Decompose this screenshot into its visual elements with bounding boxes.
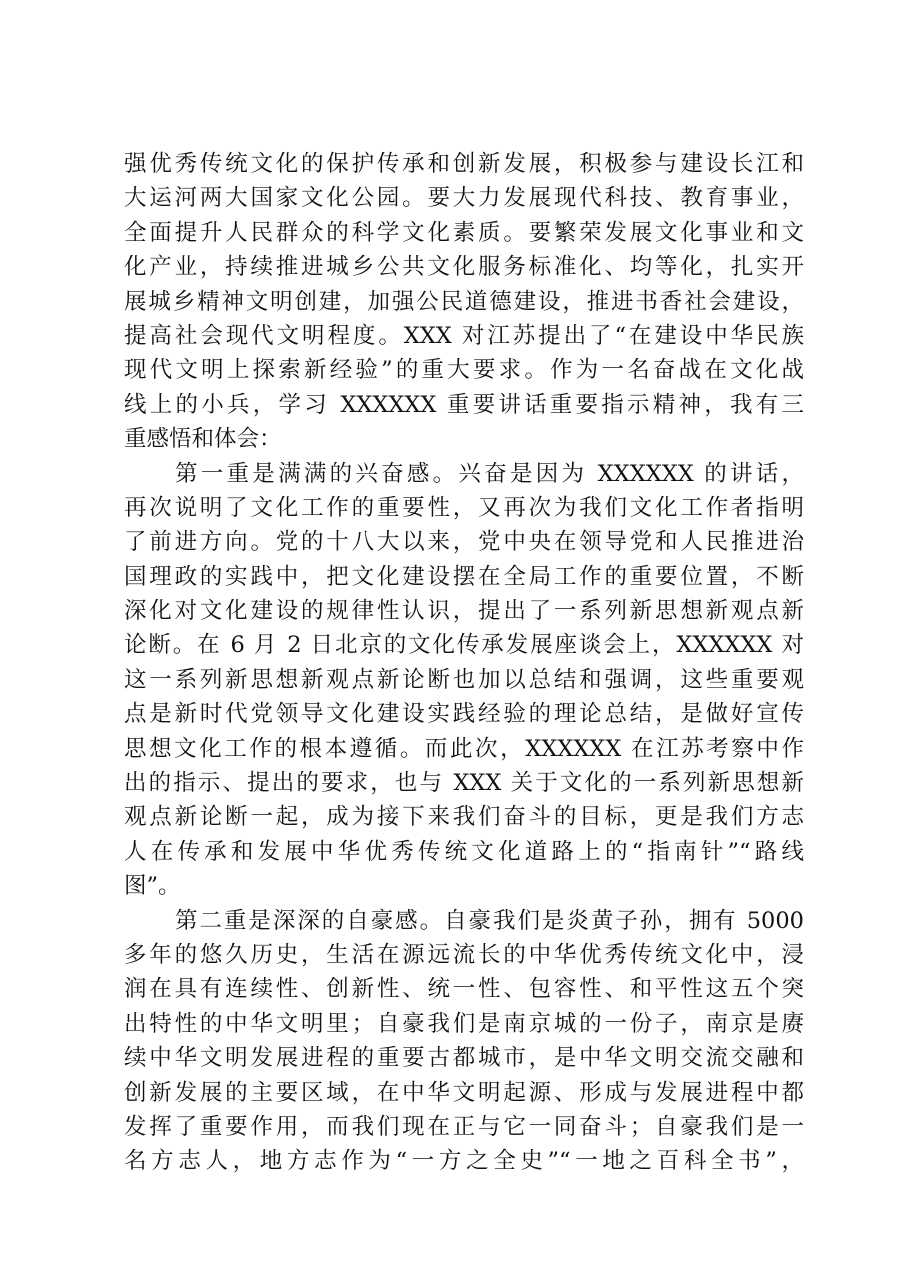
text-line: 这一系列新思想新观点新论断也加以总结和强调，这些重要观: [124, 666, 804, 693]
text-line: 现代文明上探索新经验”的重大要求。作为一名奋战在文化战: [124, 357, 804, 384]
text-line: 强优秀传统文化的保护传承和创新发展，积极参与建设长江和: [124, 151, 804, 177]
text-line: 提高社会现代文明程度。XXX 对江苏提出了“在建设中华民族: [124, 322, 804, 349]
paragraph-start-line: 第二重是深深的自豪感。自豪我们是炎黄子孙，拥有 5000: [175, 907, 804, 934]
text-line: 出的指示、提出的要求，也与 XXX 关于文化的一系列新思想新: [124, 770, 804, 797]
text-line: 深化对文化建设的规律性认识，提出了一系列新思想新观点新: [124, 598, 804, 625]
text-line: 重感悟和体会：: [124, 426, 282, 453]
text-line: 全面提升人民群众的科学文化素质。要繁荣发展文化事业和文: [124, 219, 804, 246]
text-line: 展城乡精神文明创建，加强公民道德建设，推进书香社会建设，: [124, 288, 804, 315]
text-line: 了前进方向。党的十八大以来，党中央在领导党和人民推进治: [124, 529, 804, 556]
document-body: [124, 147, 804, 1179]
text-line: 论断。在 6 月 2 日北京的文化传承发展座谈会上，XXXXXX 对: [124, 632, 804, 659]
text-line: 创新发展的主要区域，在中华文明起源、形成与发展进程中都: [124, 1079, 804, 1106]
text-line: 发挥了重要作用，而我们现在正与它一同奋斗；自豪我们是一: [124, 1113, 804, 1140]
text-line: 人在传承和发展中华优秀传统文化道路上的“指南针”“路线: [124, 838, 804, 865]
text-line: 续中华文明发展进程的重要古都城市，是中华文明交流交融和: [124, 1045, 804, 1072]
text-line: 多年的悠久历史，生活在源远流长的中华优秀传统文化中，浸: [124, 941, 804, 968]
text-line: 润在具有连续性、创新性、统一性、包容性、和平性这五个突: [124, 976, 804, 1003]
text-line: 出特性的中华文明里；自豪我们是南京城的一份子，南京是赓: [124, 1010, 804, 1037]
text-line: 化产业，持续推进城乡公共文化服务标准化、均等化，扎实开: [124, 254, 804, 281]
text-line: 再次说明了文化工作的重要性，又再次为我们文化工作者指明: [124, 494, 804, 521]
text-line: 点是新时代党领导文化建设实践经验的理论总结，是做好宣传: [124, 701, 804, 728]
text-line: 国理政的实践中，把文化建设摆在全局工作的重要位置，不断: [124, 563, 804, 590]
text-line: 观点新论断一起，成为接下来我们奋斗的目标，更是我们方志: [124, 804, 804, 831]
text-line: 思想文化工作的根本遵循。而此次，XXXXXX 在江苏考察中作: [124, 735, 804, 762]
text-line: 图”。: [124, 873, 181, 900]
text-line: 名方志人，地方志作为“一方之全史”“一地之百科全书”，: [124, 1148, 804, 1175]
text-line: 大运河两大国家文化公园。要大力发展现代科技、教育事业，: [124, 185, 804, 212]
paragraph-start-line: 第一重是满满的兴奋感。兴奋是因为 XXXXXX 的讲话，: [175, 460, 804, 487]
text-line: 线上的小兵，学习 XXXXXX 重要讲话重要指示精神，我有三: [124, 391, 804, 418]
